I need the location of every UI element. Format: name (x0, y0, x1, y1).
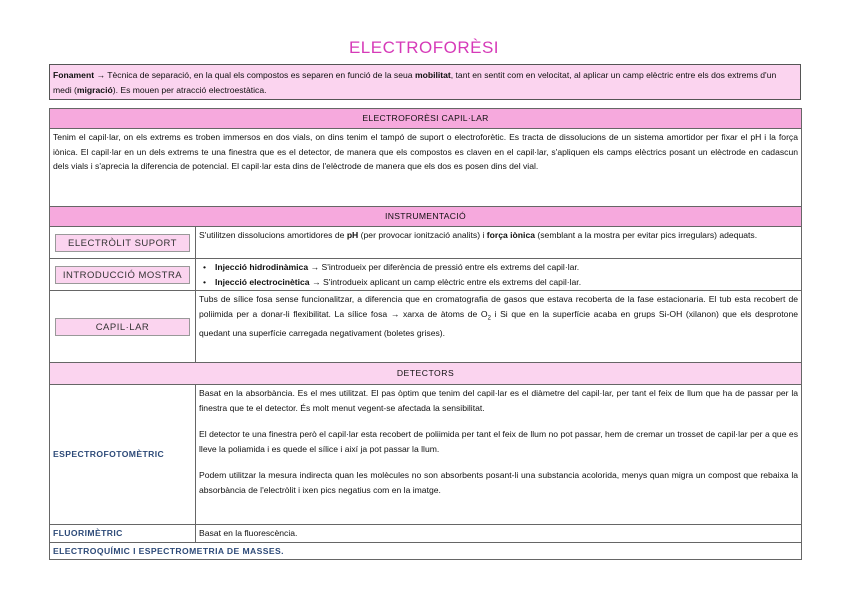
intro-term: Fonament (53, 70, 95, 80)
electrolit-label: ELECTRÒLIT SUPORT (55, 234, 190, 252)
electroquimic-label: ELECTROQUÍMIC I ESPECTROMETRIA DE MASSES. (50, 542, 802, 560)
main-table (49, 108, 802, 560)
list-item (199, 275, 798, 290)
intro-arrow: → (94, 70, 108, 80)
espectro-text-cell (196, 385, 802, 525)
injeccio-electro-title: Injecció electrocinètica (215, 276, 310, 287)
intro-box (49, 64, 801, 100)
electrolit-ph: pH (346, 230, 359, 240)
capillar-label: CAPIL·LAR (55, 318, 190, 336)
list-item (199, 260, 798, 275)
espectro-label: ESPECTROFOTOMÈTRIC (50, 385, 196, 525)
espectro-p1: Basat en la absorbància. Es el mes utilitzat. El pas òptim que tenim del capil·lar es el diàmetre del capil·lar, per tant el feix de llum que ha de passar per la finestra que te el detector. És molt menut vegent-se afectada la sensibilitat. (199, 388, 799, 413)
intro-text-a: Tècnica de separació, en la qual els compostos es separen en funció de la seua (107, 70, 415, 80)
bullet-dot: • (203, 262, 207, 272)
injeccio-hidro-text: → S'introdueix per diferència de pressió entre els extrems del capil·lar. (308, 262, 580, 272)
intro-migracio: migració (76, 84, 113, 95)
fluor-text: Basat en la fluorescència. (196, 525, 802, 543)
injeccio-hidro-title: Injecció hidrodinàmica (215, 262, 309, 272)
electrolit-text-b: (per provocar ionització analits) i (358, 230, 487, 240)
espectro-p2: El detector te una finestra però el capil·lar esta recobert de poliimida per tant el feix de llum no pot passar, hem de cremar un trosset de capil·lar per a que es lleve la poliamida i es quede el sílice i així ja pot passar la llum. (199, 429, 799, 454)
intro-text-c: ). Es mouen per atracció electroestàtica. (112, 84, 267, 95)
capil-header: ELECTROFORÈSI CAPIL·LAR (50, 109, 802, 129)
capillar-text-a: Tubs de sílice fosa sense funcionalitzar, a diferencia que en cromatografia de gasos que estava recoberta de la fase estacionaria. El tub esta recobert de poliimida per a donar-li flexibilitat. La sílice fosa → xarxa de àtoms de O (199, 294, 799, 319)
fluor-label: FLUORIMÈTRIC (50, 525, 196, 543)
capillar-text (196, 291, 802, 363)
electrolit-text (196, 227, 802, 259)
capillar-sub: 2 (487, 315, 491, 322)
capil-description: Tenim el capil·lar, on els extrems es troben immersos en dos vials, on dins tenim el tampó de suport o electroforètic. Es tracta de dissolucions de un sistema amortidor per fixar el pH i la força iònica. El capil·lar en un dels extrems te una finestra que es el detector, de manera que els compostos es claven en el capil·lar, s'apliquen els camps elèctrics posant un elèctrode en cadascun dels vials i s'aprecia la diferencia de potencial. El capil·lar esta dins de l'elèctrode de manera que els dos es posen dins del vial. (50, 129, 802, 207)
introduccio-label: INTRODUCCIÓ MOSTRA (55, 266, 190, 284)
injeccio-list (199, 260, 798, 289)
electrolit-forca: força iònica (486, 230, 536, 240)
page-title: ELECTROFORÈSI (348, 38, 500, 57)
detectors-header: DETECTORS (50, 363, 802, 385)
capillar-text-b: i Si que en la superfície acaba en grups Si-OH (xilanon) que els desprotone quedant una superfície carregada negativament (boletes grises). (199, 308, 799, 338)
injeccio-electro-text: → S'introdueix aplicant un camp elèctric entre els extrems del capil·lar. (309, 276, 582, 287)
instrumentacio-header: INSTRUMENTACIÓ (50, 207, 802, 227)
electrolit-text-a: S'utilitzen dissolucions amortidores de (199, 230, 347, 240)
introduccio-list-cell (196, 259, 802, 291)
bullet-dot: • (203, 276, 207, 287)
intro-mobilitat: mobilitat (414, 70, 451, 80)
intro-text-b: , tant en sentit com en velocitat, al aplicar un camp elèctric entre els dos extrems d'un medi ( (53, 70, 777, 95)
espectro-p3: Podem utilitzar la mesura indirecta quan les molècules no son absorbents posant-li una substancia acolorida, menys quan migra un compost que rebaixa la absorbància de l'electròlit i ixen pics negatius com en la imatge. (199, 470, 799, 495)
electrolit-text-c: (semblant a la mostra per evitar pics irregulars) adequats. (535, 230, 758, 240)
